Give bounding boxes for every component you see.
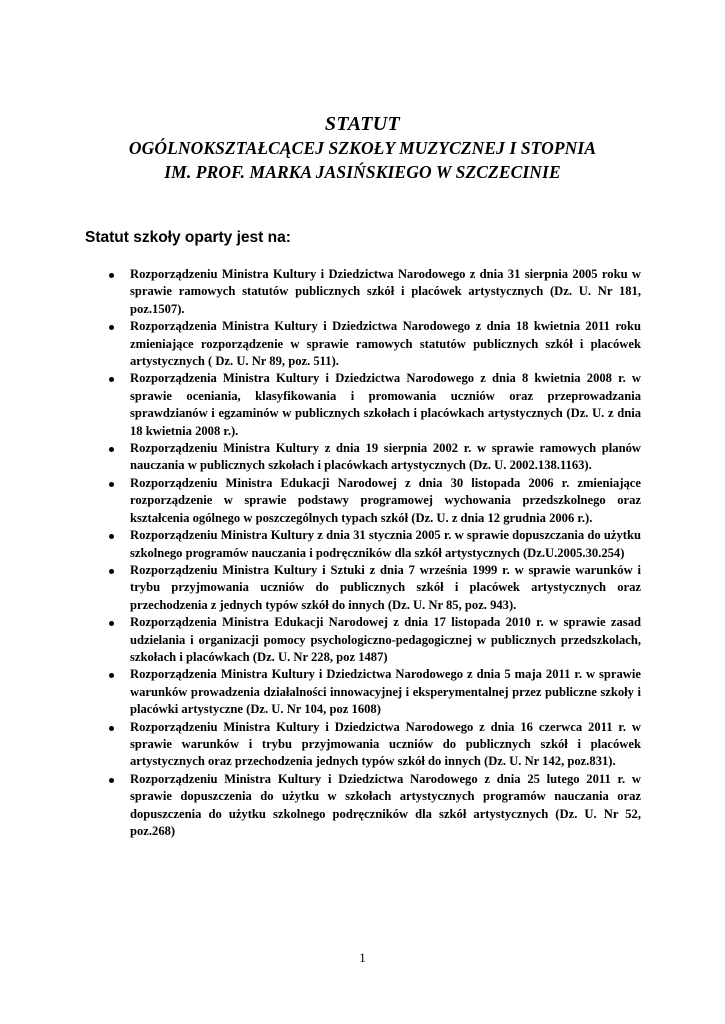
bullet-icon — [109, 325, 114, 330]
legal-basis-list — [107, 266, 641, 840]
bullet-icon — [109, 534, 114, 539]
bullet-icon — [109, 569, 114, 574]
list-item — [107, 318, 641, 370]
title-line-2: IM. PROF. MARKA JASIŃSKIEGO W SZCZECINIE — [164, 162, 561, 182]
list-item — [107, 440, 641, 475]
list-item-text: Rozporządzeniu Ministra Kultury i Sztuki z dnia 7 września 1999 r. w sprawie warunków i trybu przyjmowania uczniów do publicznych szkół i placówek artystycznych oraz przechodzenia z jednych typów szkół do innych (Dz. U. Nr 85, poz. 943). — [130, 562, 641, 612]
title-line-1: OGÓLNOKSZTAŁCĄCEJ SZKOŁY MUZYCZNEJ I STOPNIA — [128, 138, 597, 158]
list-item-text: Rozporządzeniu Ministra Kultury z dnia 19 sierpnia 2002 r. w sprawie ramowych planów nauczania w publicznych szkołach i placówkach artystycznych (Dz. U. 2002.138.1163). — [130, 441, 641, 473]
bullet-icon — [109, 726, 114, 731]
bullet-icon — [109, 447, 114, 452]
list-item — [107, 370, 641, 440]
title-main: STATUT — [324, 113, 401, 135]
list-item-text: Rozporządzeniu Ministra Edukacji Narodowej z dnia 30 listopada 2006 r. zmieniające rozporządzenie w sprawie podstawy programowej wychowania przedszkolnego oraz kształcenia ogólnego w poszczególnych typach szkół (Dz. U. z dnia 12 grudnia 2006 r.). — [130, 475, 641, 525]
list-item — [107, 771, 641, 841]
bullet-icon — [109, 621, 114, 626]
list-item — [107, 719, 641, 771]
document-title — [0, 112, 725, 184]
bullet-icon — [109, 778, 114, 783]
list-item — [107, 666, 641, 718]
list-item-text: Rozporządzenia Ministra Kultury i Dziedzictwa Narodowego z dnia 8 kwietnia 2008 r. w sprawie oceniania, klasyfikowania i promowania uczniów oraz przeprowadzania sprawdzianów i egzaminów w publicznych szkołach i placówkach artystycznych (Dz. U. z dnia 18 kwietnia 2008 r.). — [130, 371, 641, 438]
list-item-text: Rozporządzenia Ministra Kultury i Dziedzictwa Narodowego z dnia 18 kwietnia 2011 roku zmieniające rozporządzenie w sprawie ramowych statutów publicznych szkół i placówek artystycznych ( Dz. U. Nr 89, poz. 511). — [130, 319, 641, 369]
intro-heading: Statut szkoły oparty jest na: — [85, 229, 291, 246]
list-item-text: Rozporządzeniu Ministra Kultury i Dziedzictwa Narodowego z dnia 16 czerwca 2011 r. w sprawie warunków i trybu przyjmowania uczniów do publicznych szkół i placówek artystycznych oraz przechodzenia jednych typów szkół do innych (Dz. U. Nr 142, poz.831). — [130, 719, 641, 769]
bullet-icon — [109, 273, 114, 278]
bullet-icon — [109, 377, 114, 382]
list-item — [107, 527, 641, 562]
list-item — [107, 266, 641, 318]
list-item-text: Rozporządzeniu Ministra Kultury i Dziedzictwa Narodowego z dnia 25 lutego 2011 r. w sprawie dopuszczenia do użytku w szkołach artystycznych programów nauczania oraz dopuszczenia do użytku szkolnego podręczników dla szkół artystycznych (Dz. U. Nr 52, poz.268) — [130, 771, 641, 838]
list-item-text: Rozporządzenia Ministra Kultury i Dziedzictwa Narodowego z dnia 5 maja 2011 r. w sprawie warunków prowadzenia działalności innowacyjnej i eksperymentalnej przez publiczne szkoły i placówki artystyczne (Dz. U. Nr 104, poz 1608) — [130, 667, 641, 717]
list-item-text: Rozporządzenia Ministra Edukacji Narodowej z dnia 17 listopada 2010 r. w sprawie zasad udzielania i organizacji pomocy psychologiczno-pedagogicznej w publicznych przedszkolach, szkołach i placówkach (Dz. U. Nr 228, poz 1487) — [130, 615, 641, 664]
page-number: 1 — [359, 950, 366, 965]
bullet-icon — [109, 482, 114, 487]
list-item-text: Rozporządzeniu Ministra Kultury i Dziedzictwa Narodowego z dnia 31 sierpnia 2005 roku w sprawie ramowych statutów publicznych szkół i placówek artystycznych (Dz. U. Nr 181, poz.1507). — [130, 267, 641, 316]
list-item-text: Rozporządzeniu Ministra Kultury z dnia 31 stycznia 2005 r. w sprawie dopuszczania do użytku szkolnego programów nauczania i podręczników dla szkół artystycznych (Dz.U.2005.30.254) — [130, 528, 641, 560]
list-item — [107, 475, 641, 527]
list-item — [107, 562, 641, 614]
bullet-icon — [109, 673, 114, 678]
list-item — [107, 614, 641, 666]
